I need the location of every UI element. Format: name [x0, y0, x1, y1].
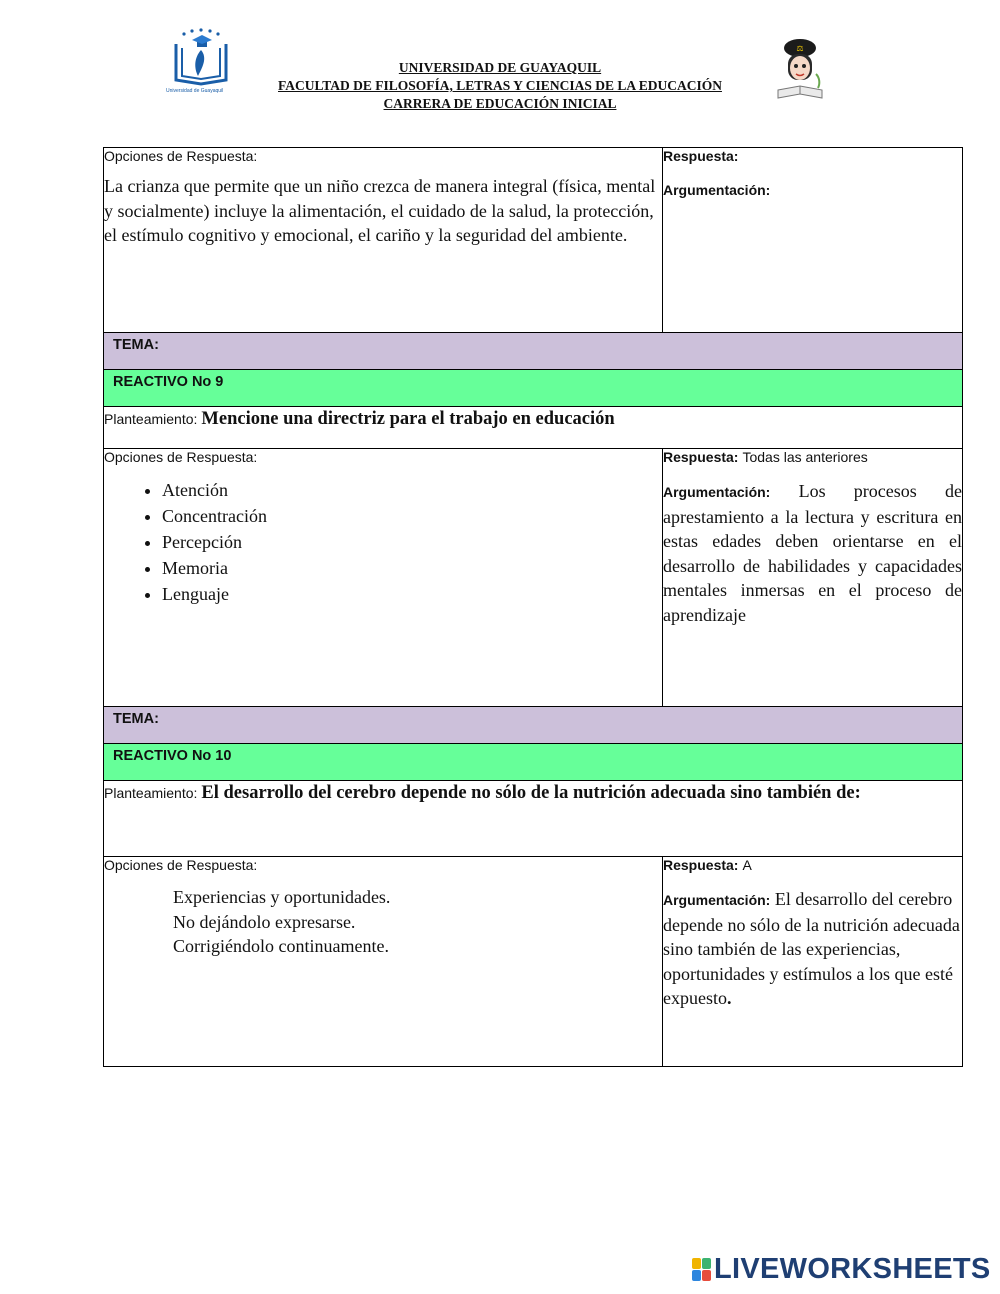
logo-caption: Universidad de Guayaquil [166, 88, 224, 94]
career-title: CARRERA DE EDUCACIÓN INICIAL [383, 96, 617, 111]
list-item: Experiencias y oportunidades. [173, 887, 391, 907]
svg-text:⚖: ⚖ [796, 44, 804, 53]
tema-label: TEMA: [113, 711, 159, 727]
block2-answer-cell [663, 449, 963, 707]
faculty-title: FACULTAD DE FILOSOFÍA, LETRAS Y CIENCIAS DE LA EDUCACIÓN [278, 78, 722, 93]
statement-label: Planteamiento: [104, 785, 198, 801]
block1-options-cell [104, 148, 663, 333]
argument-label: Argumentación: [663, 182, 771, 198]
answer-value: Todas las anteriores [742, 449, 868, 465]
argument-text: El desarrollo del cerebro depende no sólo de la nutrición adecuada sino también de las experiencias, oportunidades y estímulos a los que esté expuesto [663, 889, 960, 1008]
list-item: • Lenguaje [162, 581, 662, 607]
reactivo-label: REACTIVO No 10 [113, 748, 232, 764]
reactivo-label: REACTIVO No 9 [113, 374, 224, 390]
block3-row [104, 857, 963, 1067]
options-label: Opciones de Respuesta: [104, 857, 258, 873]
block1-row [104, 148, 963, 333]
list-item: • Memoria [162, 555, 662, 581]
statement-row [104, 407, 963, 449]
argument-block [663, 887, 962, 1011]
statement-label: Planteamiento: [104, 411, 198, 427]
options-text: La crianza que permite que un niño crezca de manera integral (física, mental y socialmente) incluye la alimentación, el cuidado de la salud, la protección, el estímulo cognitivo y emocional, el cariño y la seguridad del ambiente. [104, 176, 656, 245]
reactivo-row [104, 744, 963, 781]
argument-label: Argumentación: [663, 484, 771, 500]
reactivo-cell [104, 744, 963, 781]
statement-cell [104, 781, 963, 857]
tema-cell [104, 707, 963, 744]
tema-row [104, 707, 963, 744]
university-title: UNIVERSIDAD DE GUAYAQUIL [398, 60, 602, 75]
list-item: • Atención [162, 477, 662, 503]
block2-options-cell [104, 449, 663, 707]
liveworksheets-wordmark: LIVEWORKSHEETS [714, 1252, 991, 1285]
institution-titles [0, 59, 1000, 113]
argument-end: . [726, 988, 732, 1008]
faculty-mascot-logo [774, 36, 826, 102]
block3-answer-cell [663, 857, 963, 1067]
block2-row [104, 449, 963, 707]
list-item: Corrigiéndolo continuamente. [173, 936, 389, 956]
argument-label: Argumentación: [663, 892, 771, 908]
reactivo-cell [104, 370, 963, 407]
options-list [104, 885, 662, 959]
tema-row [104, 333, 963, 370]
tema-cell [104, 333, 963, 370]
document-header [0, 28, 1000, 118]
answer-label: Respuesta: [663, 857, 739, 873]
block3-options-cell [104, 857, 663, 1067]
tema-label: TEMA: [113, 337, 159, 353]
questions-table [103, 147, 963, 1067]
statement-row [104, 781, 963, 857]
statement-text: El desarrollo del cerebro depende no sólo de la nutrición adecuada sino también de: [201, 783, 861, 803]
answer-label: Respuesta: [663, 148, 739, 164]
list-item: • Percepción [162, 529, 662, 555]
answer-value: A [742, 857, 752, 873]
answer-label: Respuesta: [663, 449, 739, 465]
argument-text: Los procesos de aprestamiento a la lectura y escritura en estas edades deben orientarse en el desarrollo de habilidades y capacidades mentales inmersas en el proceso de aprendizaje [663, 481, 962, 625]
reactivo-row [104, 370, 963, 407]
options-list [104, 477, 662, 607]
options-label: Opciones de Respuesta: [104, 148, 258, 164]
list-item: • Concentración [162, 503, 662, 529]
list-item: No dejándolo expresarse. [173, 911, 356, 932]
liveworksheets-icon [692, 1258, 710, 1280]
statement-cell [104, 407, 963, 449]
block1-answer-cell [663, 148, 963, 333]
argument-block [663, 479, 962, 627]
options-label: Opciones de Respuesta: [104, 449, 258, 465]
statement-text: Mencione una directriz para el trabajo en educación [201, 409, 615, 429]
liveworksheets-logo[interactable] [692, 1254, 991, 1284]
